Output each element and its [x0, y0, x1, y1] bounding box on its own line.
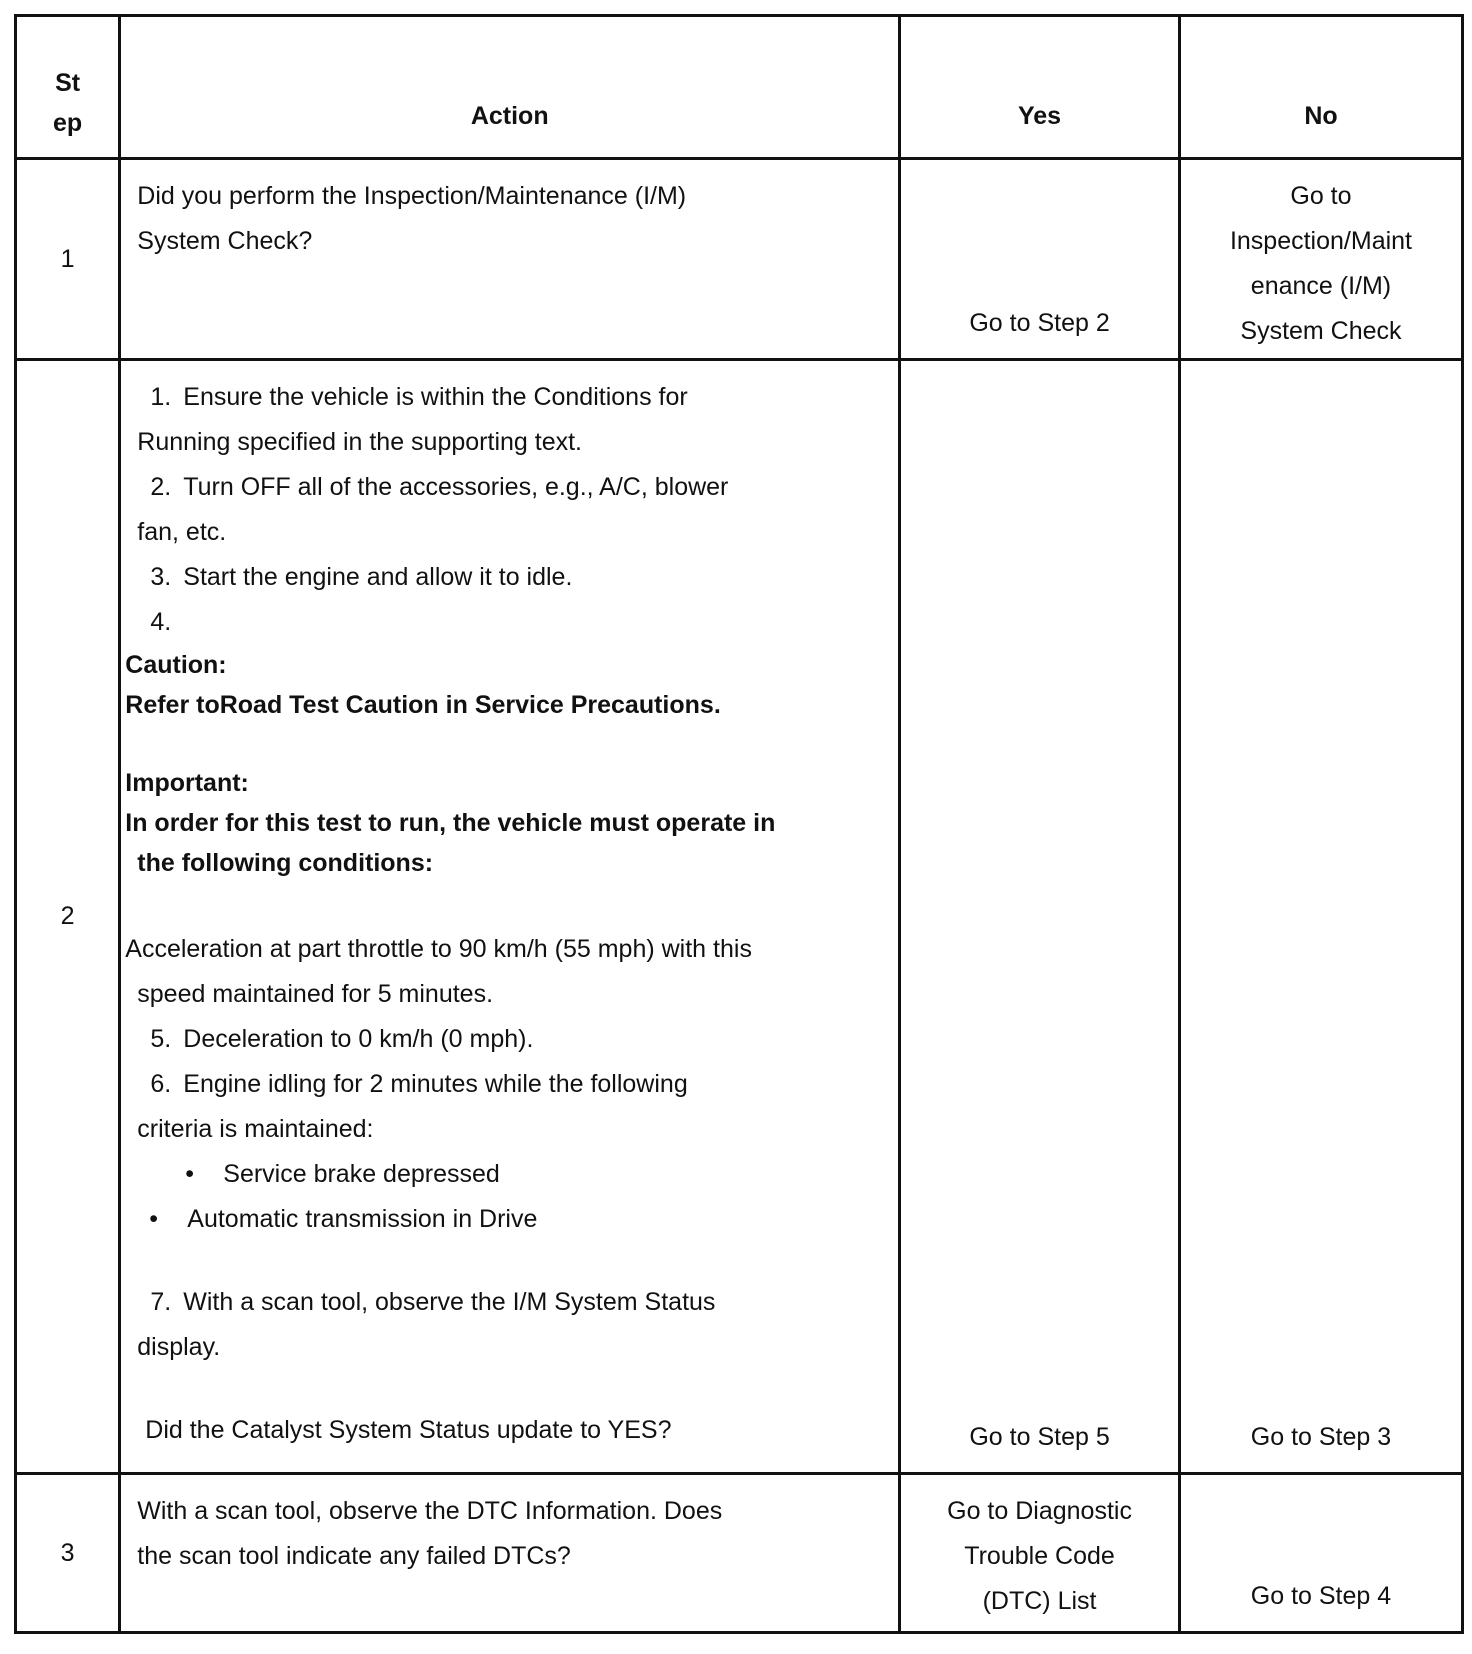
step-number: 2: [16, 359, 120, 1473]
acceleration-text-cont: speed maintained for 5 minutes.: [137, 979, 494, 1008]
header-step: [16, 16, 120, 159]
spacer: [137, 1370, 886, 1408]
item-text: Ensure the vehicle is within the Conditions for: [183, 382, 688, 411]
item-number: 4.: [150, 607, 172, 636]
no-link-step-4[interactable]: Go to Step 4: [1250, 1582, 1392, 1610]
header-step-line-1: St: [55, 69, 81, 98]
no-link-step-3[interactable]: Go to Step 3: [1250, 1423, 1392, 1452]
item-text: Start the engine and allow it to idle.: [183, 562, 573, 591]
header-no: No: [1179, 16, 1462, 159]
item-number: 3.: [150, 562, 172, 591]
no-link-line[interactable]: System Check: [1240, 317, 1402, 346]
no-link-line[interactable]: Inspection/Maint: [1229, 227, 1412, 256]
important-text-cont: the following conditions:: [137, 848, 434, 877]
action-question: Did the Catalyst System Status update to YES?: [145, 1415, 672, 1444]
action-line: Did you perform the Inspection/Maintenance (I/M): [137, 182, 687, 211]
bullet-icon: •: [185, 1159, 195, 1188]
action-item-7: [137, 1280, 886, 1325]
bullet-item: [137, 1197, 886, 1242]
action-line: System Check?: [137, 227, 313, 256]
yes-cell: [900, 159, 1180, 359]
spacer: [137, 1242, 886, 1280]
header-row: [16, 16, 1463, 159]
table-row: [16, 359, 1463, 1473]
bullet-item: [137, 1152, 886, 1197]
table-row: [16, 1474, 1463, 1633]
caution-label: Caution:: [125, 650, 227, 679]
diagnostic-table: [14, 14, 1464, 1634]
item-text: Engine idling for 2 minutes while the following: [183, 1069, 688, 1098]
no-cell: [1179, 359, 1462, 1473]
no-cell: [1179, 159, 1462, 359]
action-item-1-cont: Running specified in the supporting text.: [137, 427, 582, 456]
item-number: 7.: [150, 1287, 172, 1316]
item-text: With a scan tool, observe the I/M System Status: [183, 1287, 716, 1316]
no-link-line[interactable]: Go to: [1290, 182, 1352, 211]
item-text: Deceleration to 0 km/h (0 mph).: [183, 1024, 534, 1053]
action-item-2-cont: fan, etc.: [137, 517, 227, 546]
yes-link-line[interactable]: Go to Diagnostic: [947, 1497, 1132, 1526]
no-link-line[interactable]: enance (I/M): [1250, 272, 1392, 301]
important-text: In order for this test to run, the vehicle must operate in: [125, 808, 776, 837]
action-item-5: [137, 1017, 886, 1062]
step-number: 1: [16, 159, 120, 359]
action-item-1: [137, 375, 886, 420]
action-item-6-cont: criteria is maintained:: [137, 1114, 374, 1143]
table-row: [16, 159, 1463, 359]
yes-cell: [900, 1474, 1180, 1633]
yes-link-line[interactable]: Trouble Code: [964, 1542, 1115, 1571]
action-item-6: [137, 1062, 886, 1107]
action-cell: [120, 359, 900, 1473]
action-item-3: [137, 555, 886, 600]
action-item-7-cont: display.: [137, 1332, 221, 1361]
step-number: 3: [16, 1474, 120, 1633]
action-cell: [120, 1474, 900, 1633]
action-item-2: [137, 465, 886, 510]
item-text: Turn OFF all of the accessories, e.g., A/C, blower: [183, 472, 729, 501]
yes-cell: [900, 359, 1180, 1473]
caution-text: Refer toRoad Test Caution in Service Precautions.: [125, 690, 721, 719]
bullet-text: Service brake depressed: [223, 1159, 500, 1188]
item-number: 5.: [150, 1024, 172, 1053]
yes-link-step-5[interactable]: Go to Step 5: [969, 1423, 1110, 1452]
item-number: 6.: [150, 1069, 172, 1098]
yes-link-line[interactable]: (DTC) List: [982, 1587, 1097, 1616]
header-step-line-2: ep: [53, 109, 83, 138]
action-cell: [120, 159, 900, 359]
item-number: 2.: [150, 472, 172, 501]
spacer: [137, 725, 886, 763]
header-yes: Yes: [900, 16, 1180, 159]
action-line: the scan tool indicate any failed DTCs?: [137, 1542, 571, 1571]
yes-link-step-2[interactable]: Go to Step 2: [969, 308, 1110, 337]
action-line: With a scan tool, observe the DTC Information. Does: [137, 1497, 723, 1526]
no-cell: [1179, 1474, 1462, 1633]
spacer: [137, 883, 886, 927]
acceleration-text: Acceleration at part throttle to 90 km/h (55 mph) with this: [125, 934, 752, 963]
header-action: Action: [120, 16, 900, 159]
item-number: 1.: [150, 382, 172, 411]
bullet-text: Automatic transmission in Drive: [187, 1204, 538, 1233]
action-item-4: [137, 600, 886, 645]
bullet-icon: •: [149, 1204, 159, 1233]
important-label: Important:: [125, 768, 249, 797]
